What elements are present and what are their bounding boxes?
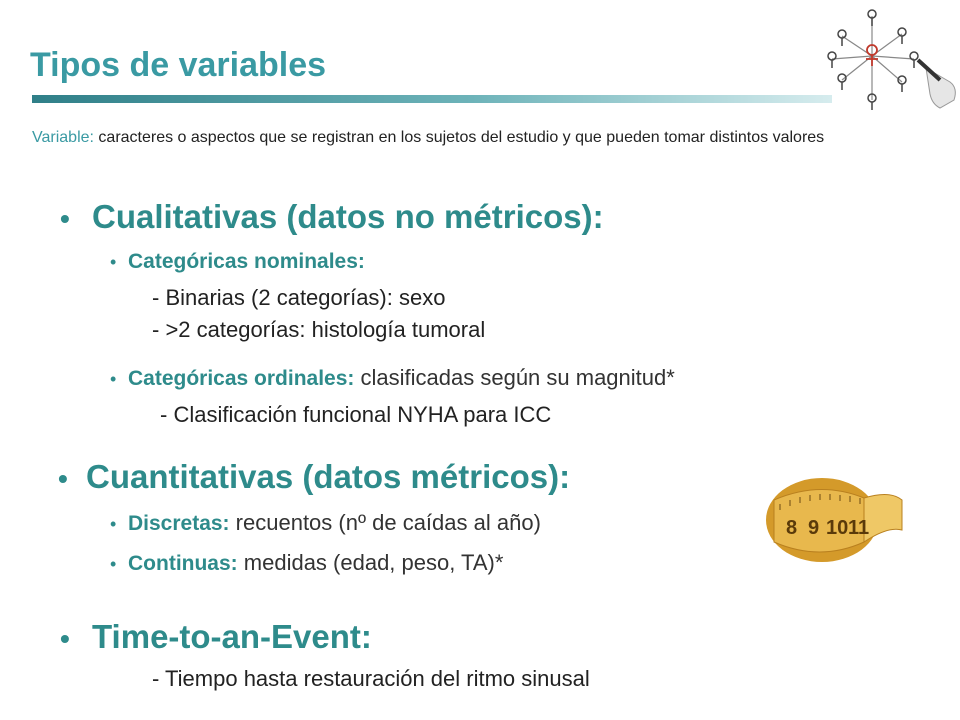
heading-time-to-event: • Time-to-an-Event: <box>60 618 372 655</box>
measuring-tape-icon <box>760 470 910 570</box>
bullet-icon: • <box>60 623 70 654</box>
slide-title: Tipos de variables <box>30 46 327 84</box>
ordinales-example: - Clasificación funcional NYHA para ICC <box>160 402 552 427</box>
discretas-text: recuentos (nº de caídas al año) <box>229 510 541 535</box>
continuas-item <box>110 550 503 576</box>
definition-term: Variable: <box>32 129 94 146</box>
nominales-multiple: - >2 categorías: histología tumoral <box>152 317 486 342</box>
tape-number: 8 <box>786 517 798 539</box>
bullet-icon: • <box>110 252 117 272</box>
continuas-label: Continuas: <box>128 552 238 575</box>
variable-definition <box>32 126 902 150</box>
nominales-item <box>110 250 365 274</box>
nominales-label: Categóricas nominales: <box>128 250 365 273</box>
bullet-icon: • <box>60 203 70 234</box>
definition-text: caracteres o aspectos que se registran en los sujetos del estudio y que pueden tomar distintos valores <box>93 129 825 146</box>
ordinales-label: Categóricas ordinales: <box>128 367 355 390</box>
continuas-text: medidas (edad, peso, TA)* <box>237 550 504 575</box>
people-network-illustration <box>822 4 960 116</box>
heading-cuantitativas: • Cuantitativas (datos métricos): <box>58 458 571 495</box>
ordinales-item <box>110 365 675 391</box>
discretas-item <box>110 510 541 536</box>
tape-number: 10 <box>826 517 849 539</box>
title-divider <box>32 95 832 103</box>
tape-number: 11 <box>848 517 870 539</box>
nominales-binarias: - Binarias (2 categorías): sexo <box>152 285 446 310</box>
time-to-event-example: - Tiempo hasta restauración del ritmo sinusal <box>152 666 590 691</box>
tape-number: 9 <box>808 517 820 539</box>
discretas-label: Discretas: <box>128 512 230 535</box>
ordinales-text: clasificadas según su magnitud* <box>354 365 675 390</box>
bullet-icon: • <box>110 369 117 389</box>
bullet-icon: • <box>110 514 117 534</box>
bullet-icon: • <box>58 463 68 494</box>
bullet-icon: • <box>110 554 117 574</box>
heading-cualitativas: • Cualitativas (datos no métricos): <box>60 198 604 235</box>
